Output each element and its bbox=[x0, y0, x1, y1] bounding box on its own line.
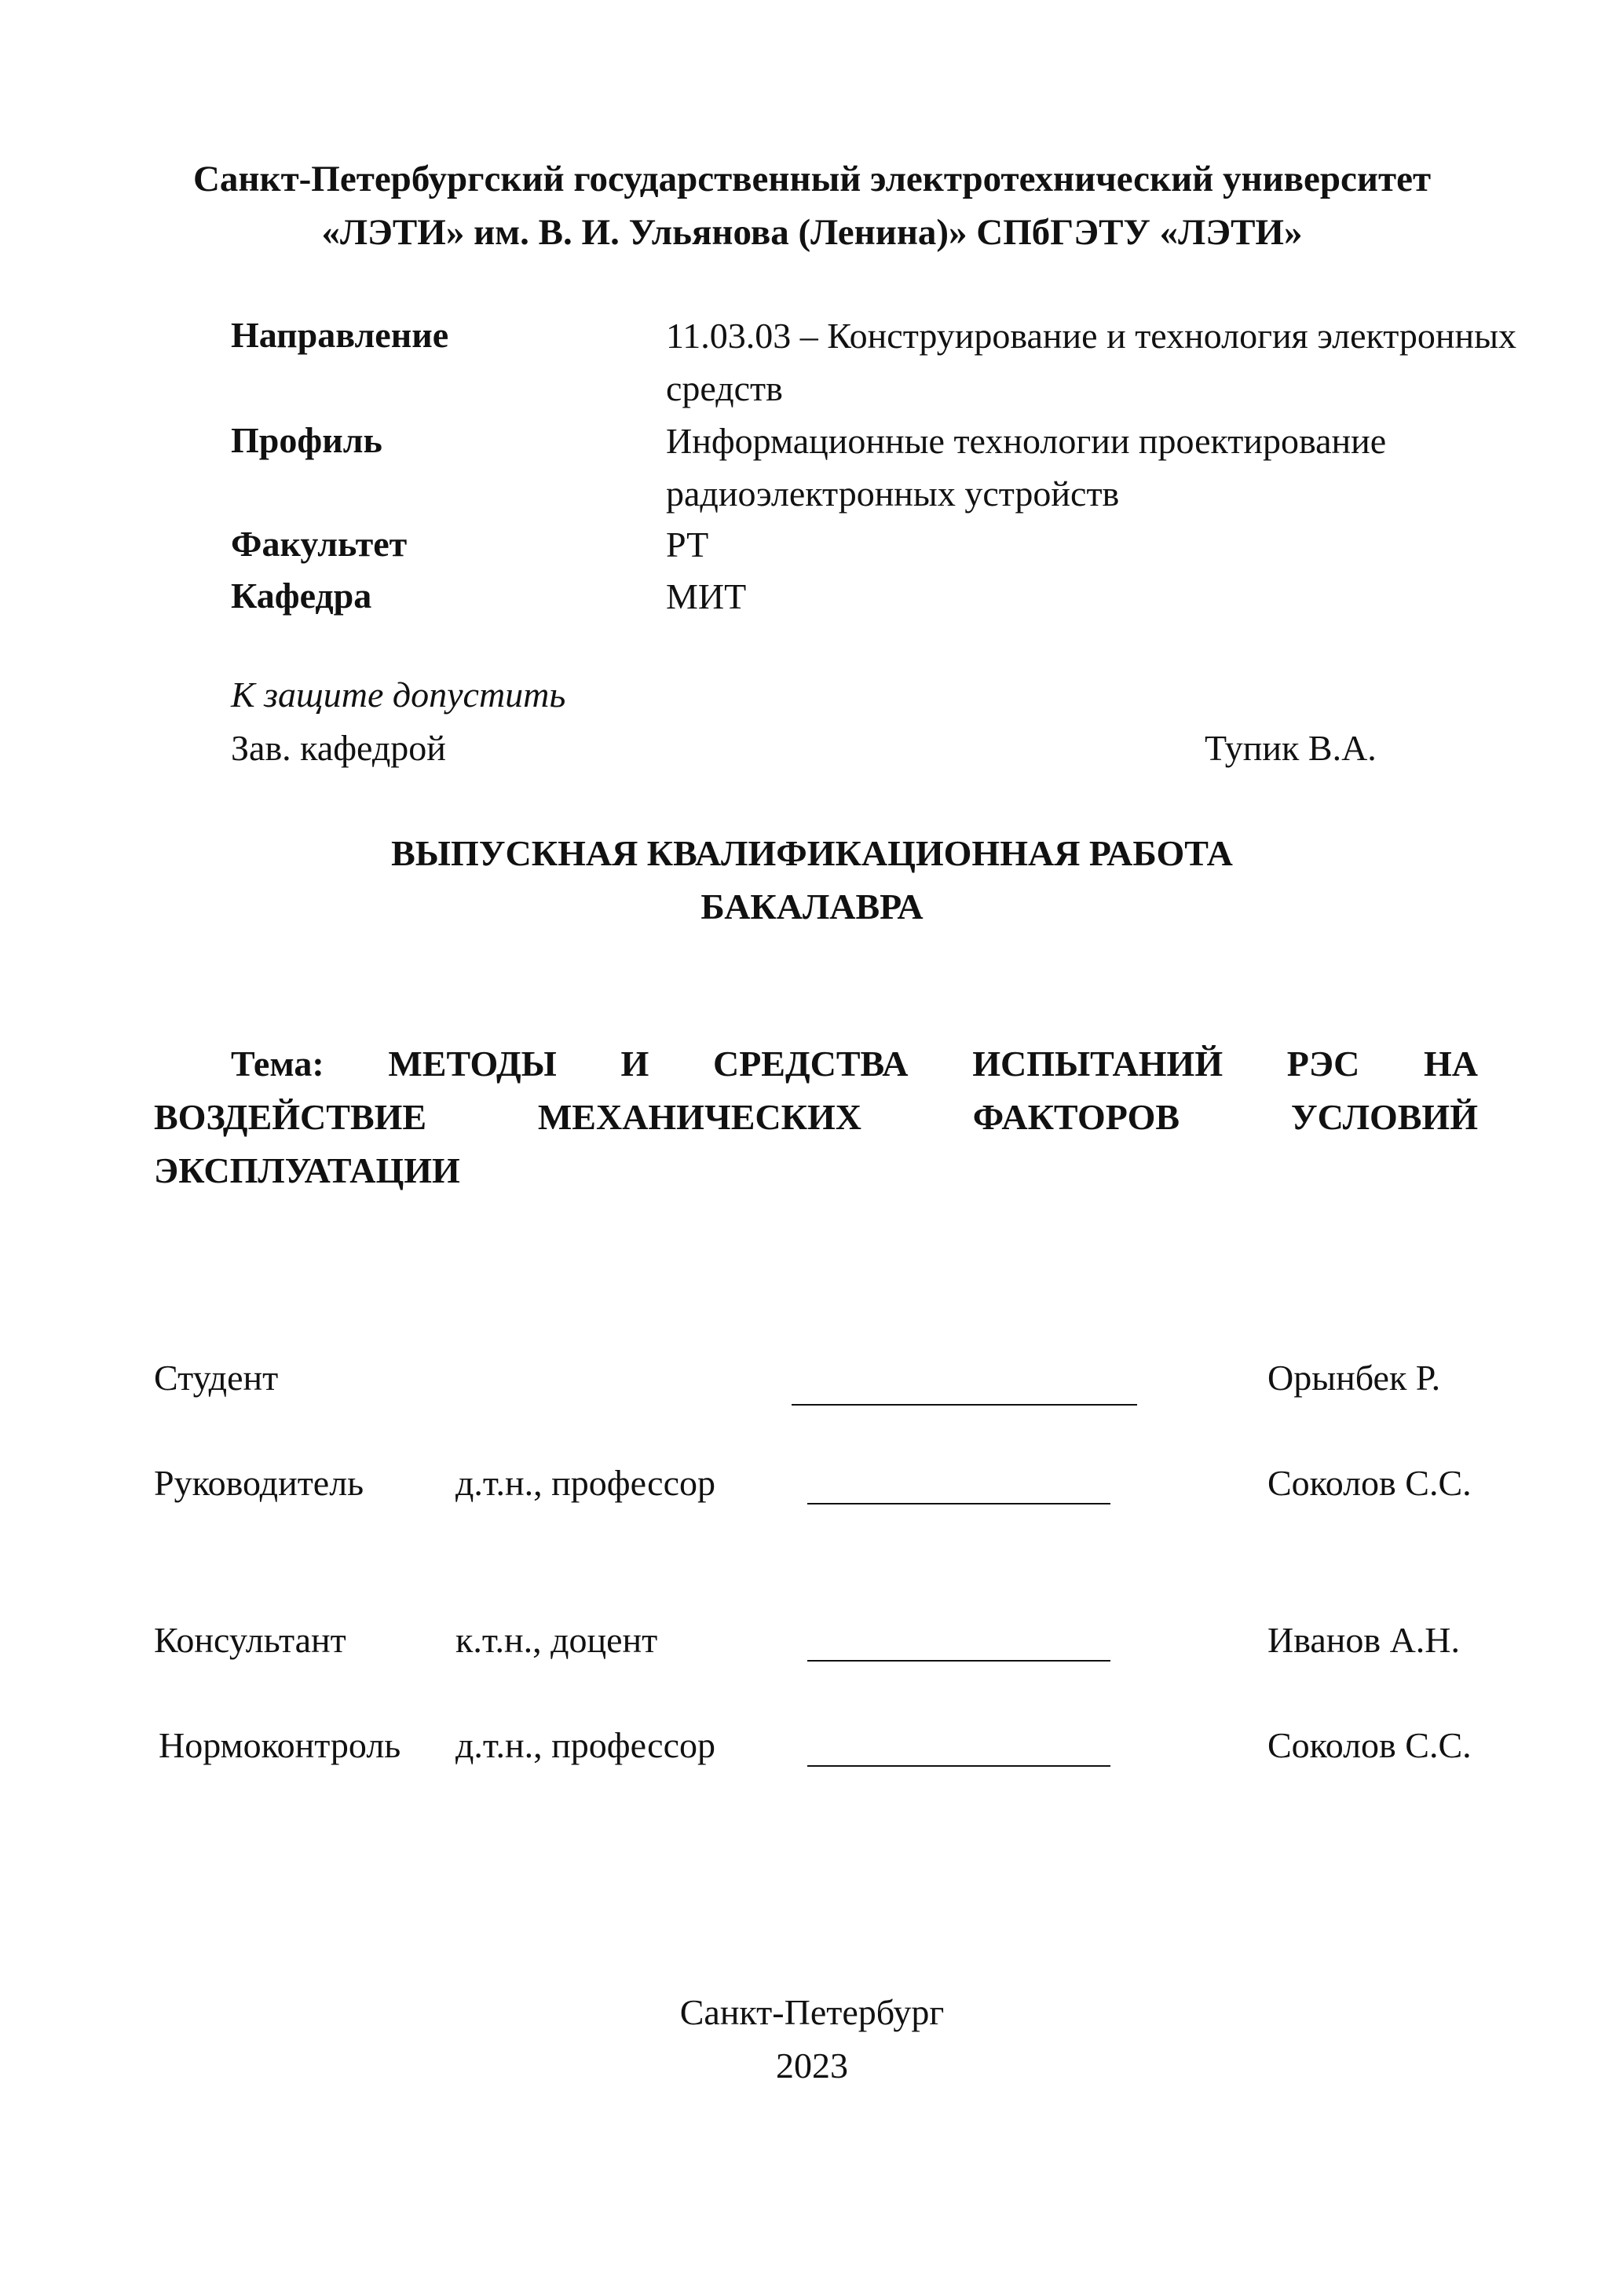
info-value-department: МИТ bbox=[666, 576, 747, 616]
topic-word: УСЛОВИЙ bbox=[1290, 1097, 1478, 1137]
signature-name-normcontrol: Соколов С.С. bbox=[1267, 1725, 1472, 1765]
topic-word: И bbox=[620, 1044, 649, 1084]
signature-role-consultant: Консультант bbox=[154, 1620, 346, 1660]
info-value-profile: Информационные технологии проектирование радиоэлектронных устройств bbox=[666, 421, 1387, 514]
info-label-profile: Профиль bbox=[231, 420, 382, 460]
info-label-direction: Направление bbox=[231, 315, 449, 355]
signature-name-supervisor: Соколов С.С. bbox=[1267, 1463, 1472, 1503]
signature-role-normcontrol: Нормоконтроль bbox=[159, 1725, 401, 1765]
topic-line2 bbox=[154, 1095, 1478, 1140]
signature-name-consultant: Иванов А.Н. bbox=[1267, 1620, 1461, 1660]
info-value-direction: 11.03.03 – Конструирование и технология электронных средств bbox=[666, 316, 1517, 408]
work-title-line1: ВЫПУСКНАЯ КВАЛИФИКАЦИОННАЯ РАБОТА bbox=[391, 833, 1233, 873]
topic-word: Тема: bbox=[231, 1044, 324, 1084]
signature-degree-supervisor: д.т.н., профессор bbox=[455, 1463, 715, 1503]
topic-word: ИСПЫТАНИЙ bbox=[972, 1044, 1223, 1084]
topic-word: СРЕДСТВА bbox=[712, 1044, 909, 1084]
signature-role-student: Студент bbox=[154, 1358, 279, 1398]
info-label-department: Кафедра bbox=[231, 576, 372, 616]
signature-role-supervisor: Руководитель bbox=[154, 1463, 364, 1503]
signature-degree-consultant: к.т.н., доцент bbox=[455, 1620, 658, 1660]
city: Санкт-Петербург bbox=[679, 1992, 945, 2032]
topic-word: ВОЗДЕЙСТВИЕ bbox=[154, 1097, 427, 1137]
topic-line3: ЭКСПЛУАТАЦИИ bbox=[154, 1150, 460, 1190]
work-title-line2: БАКАЛАВРА bbox=[700, 887, 924, 927]
signature-degree-normcontrol: д.т.н., профессор bbox=[455, 1725, 715, 1765]
head-of-department-name: Тупик В.А. bbox=[1205, 728, 1377, 768]
head-of-department-label: Зав. кафедрой bbox=[231, 728, 446, 768]
info-label-faculty: Факультет bbox=[231, 524, 408, 564]
signature-name-student: Орынбек Р. bbox=[1267, 1358, 1441, 1398]
signature-line-consultant bbox=[807, 1660, 1110, 1662]
topic-word: МЕТОДЫ bbox=[388, 1044, 557, 1084]
topic-word: ФАКТОРОВ bbox=[972, 1097, 1180, 1137]
topic-word: МЕХАНИЧЕСКИХ bbox=[537, 1097, 861, 1137]
year: 2023 bbox=[776, 2046, 848, 2086]
university-name: Санкт-Петербургский государственный электротехнический университет bbox=[192, 159, 1432, 199]
signature-line-supervisor bbox=[807, 1503, 1110, 1504]
topic-word: НА bbox=[1423, 1044, 1478, 1084]
topic-line1 bbox=[231, 1041, 1478, 1087]
topic-word: РЭС bbox=[1286, 1044, 1360, 1084]
signature-line-student bbox=[792, 1404, 1137, 1406]
admit-to-defense: К защите допустить bbox=[231, 675, 566, 715]
info-value-faculty: РТ bbox=[666, 525, 709, 565]
university-abbreviation: «ЛЭТИ» им. В. И. Ульянова (Ленина)» СПбГЭТУ «ЛЭТИ» bbox=[321, 212, 1303, 253]
signature-line-normcontrol bbox=[807, 1765, 1110, 1767]
